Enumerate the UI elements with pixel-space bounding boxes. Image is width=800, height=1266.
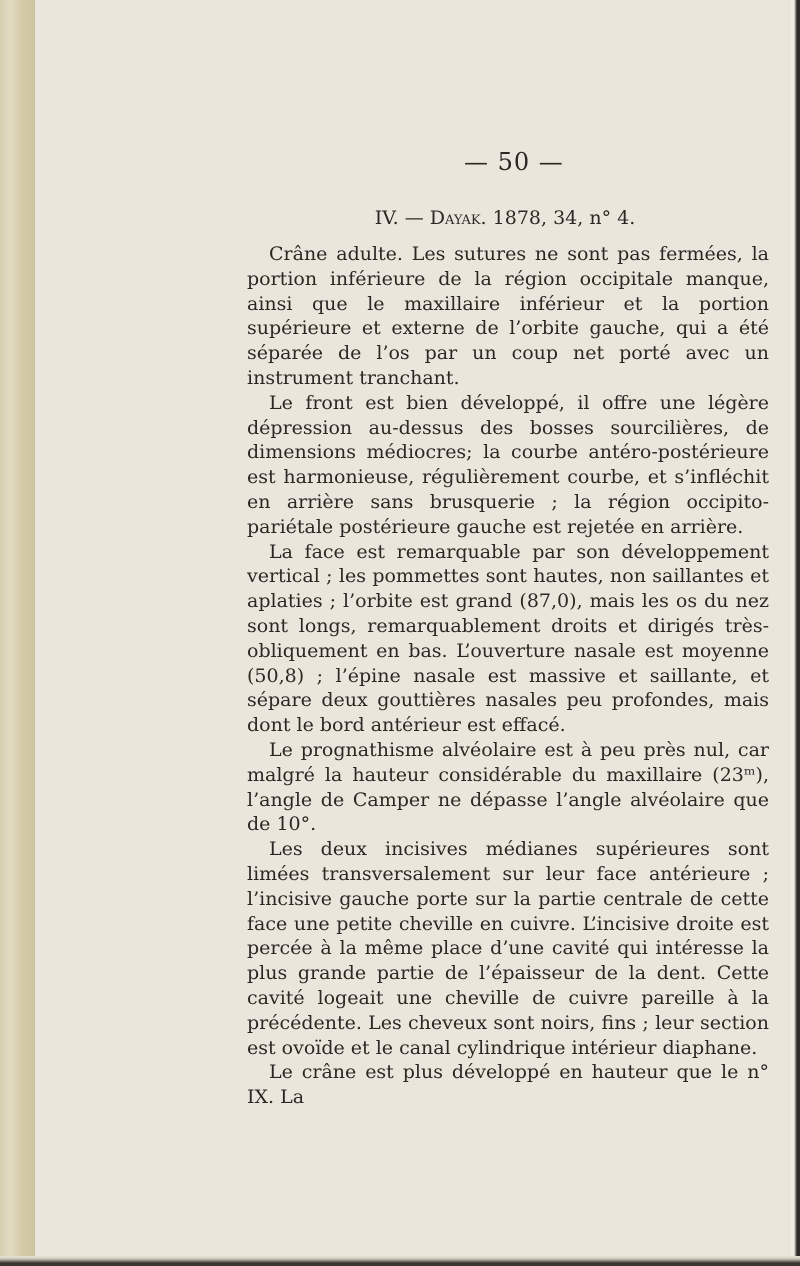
section-heading xyxy=(250,207,760,229)
heading-reference: 1878, 34, n° 4. xyxy=(492,207,636,229)
paragraph-forehead: Le front est bien développé, il offre une légère dépression au-dessus des bosses sourcilières, de dimensions médiocres; la courbe antéro-postérieure est harmonieuse, régulièrement courbe, et s’infléchit en arrière sans brusquerie ; la région occipito-pariétale postérieure gauche est rejetée en arrière. xyxy=(247,391,769,538)
paragraph-comparison: Le crâne est plus développé en hauteur que le n° IX. La xyxy=(247,1061,769,1109)
heading-roman-numeral: IV. — xyxy=(374,207,424,229)
paragraph-skull-overview: Crâne adulte. Les sutures ne sont pas fermées, la portion inférieure de la région occipitale manque, ainsi que le maxillaire inférieur et la portion supérieure et externe de l’orbite gauche, qui a été séparée de l’os par un coup net porté avec un instrument tranchant. xyxy=(247,243,769,389)
book-binding-edge xyxy=(0,0,35,1266)
heading-specimen-name: Dayak. xyxy=(429,207,487,229)
page-bottom-edge xyxy=(0,1256,800,1266)
page-number: — 50 — xyxy=(464,148,564,176)
page-right-edge xyxy=(788,0,800,1266)
body-text xyxy=(247,242,769,1110)
paragraph-prognathism: Le prognathisme alvéolaire est à peu près nul, car malgré la hauteur considérable du maxillaire (23ᵐ), l’angle de Camper ne dépasse l’angle alvéolaire que de 10°. xyxy=(247,738,769,836)
paragraph-incisors: Les deux incisives médianes supérieures sont limées transversalement sur leur face antérieure ; l’incisive gauche porte sur la partie centrale de cette face une petite cheville en cuivre. L’incisive droite est percée à la même place d’une cavité qui intéresse la plus grande partie de l’épaisseur de la dent. Cette cavité logeait une cheville de cuivre pareille à la précédente. Les cheveux sont noirs, fins ; leur section est ovoïde et le canal cylindrique intérieur diaphane. xyxy=(247,838,769,1059)
paragraph-face: La face est remarquable par son développement vertical ; les pommettes sont hautes, non saillantes et aplaties ; l’orbite est grand (87,0), mais les os du nez sont longs, remarquablement droits et dirigés très-obliquement en bas. L’ouverture nasale est moyenne (50,8) ; l’épine nasale est massive et saillante, et sépare deux gouttières nasales peu profondes, mais dont le bord antérieur est effacé. xyxy=(247,540,769,737)
